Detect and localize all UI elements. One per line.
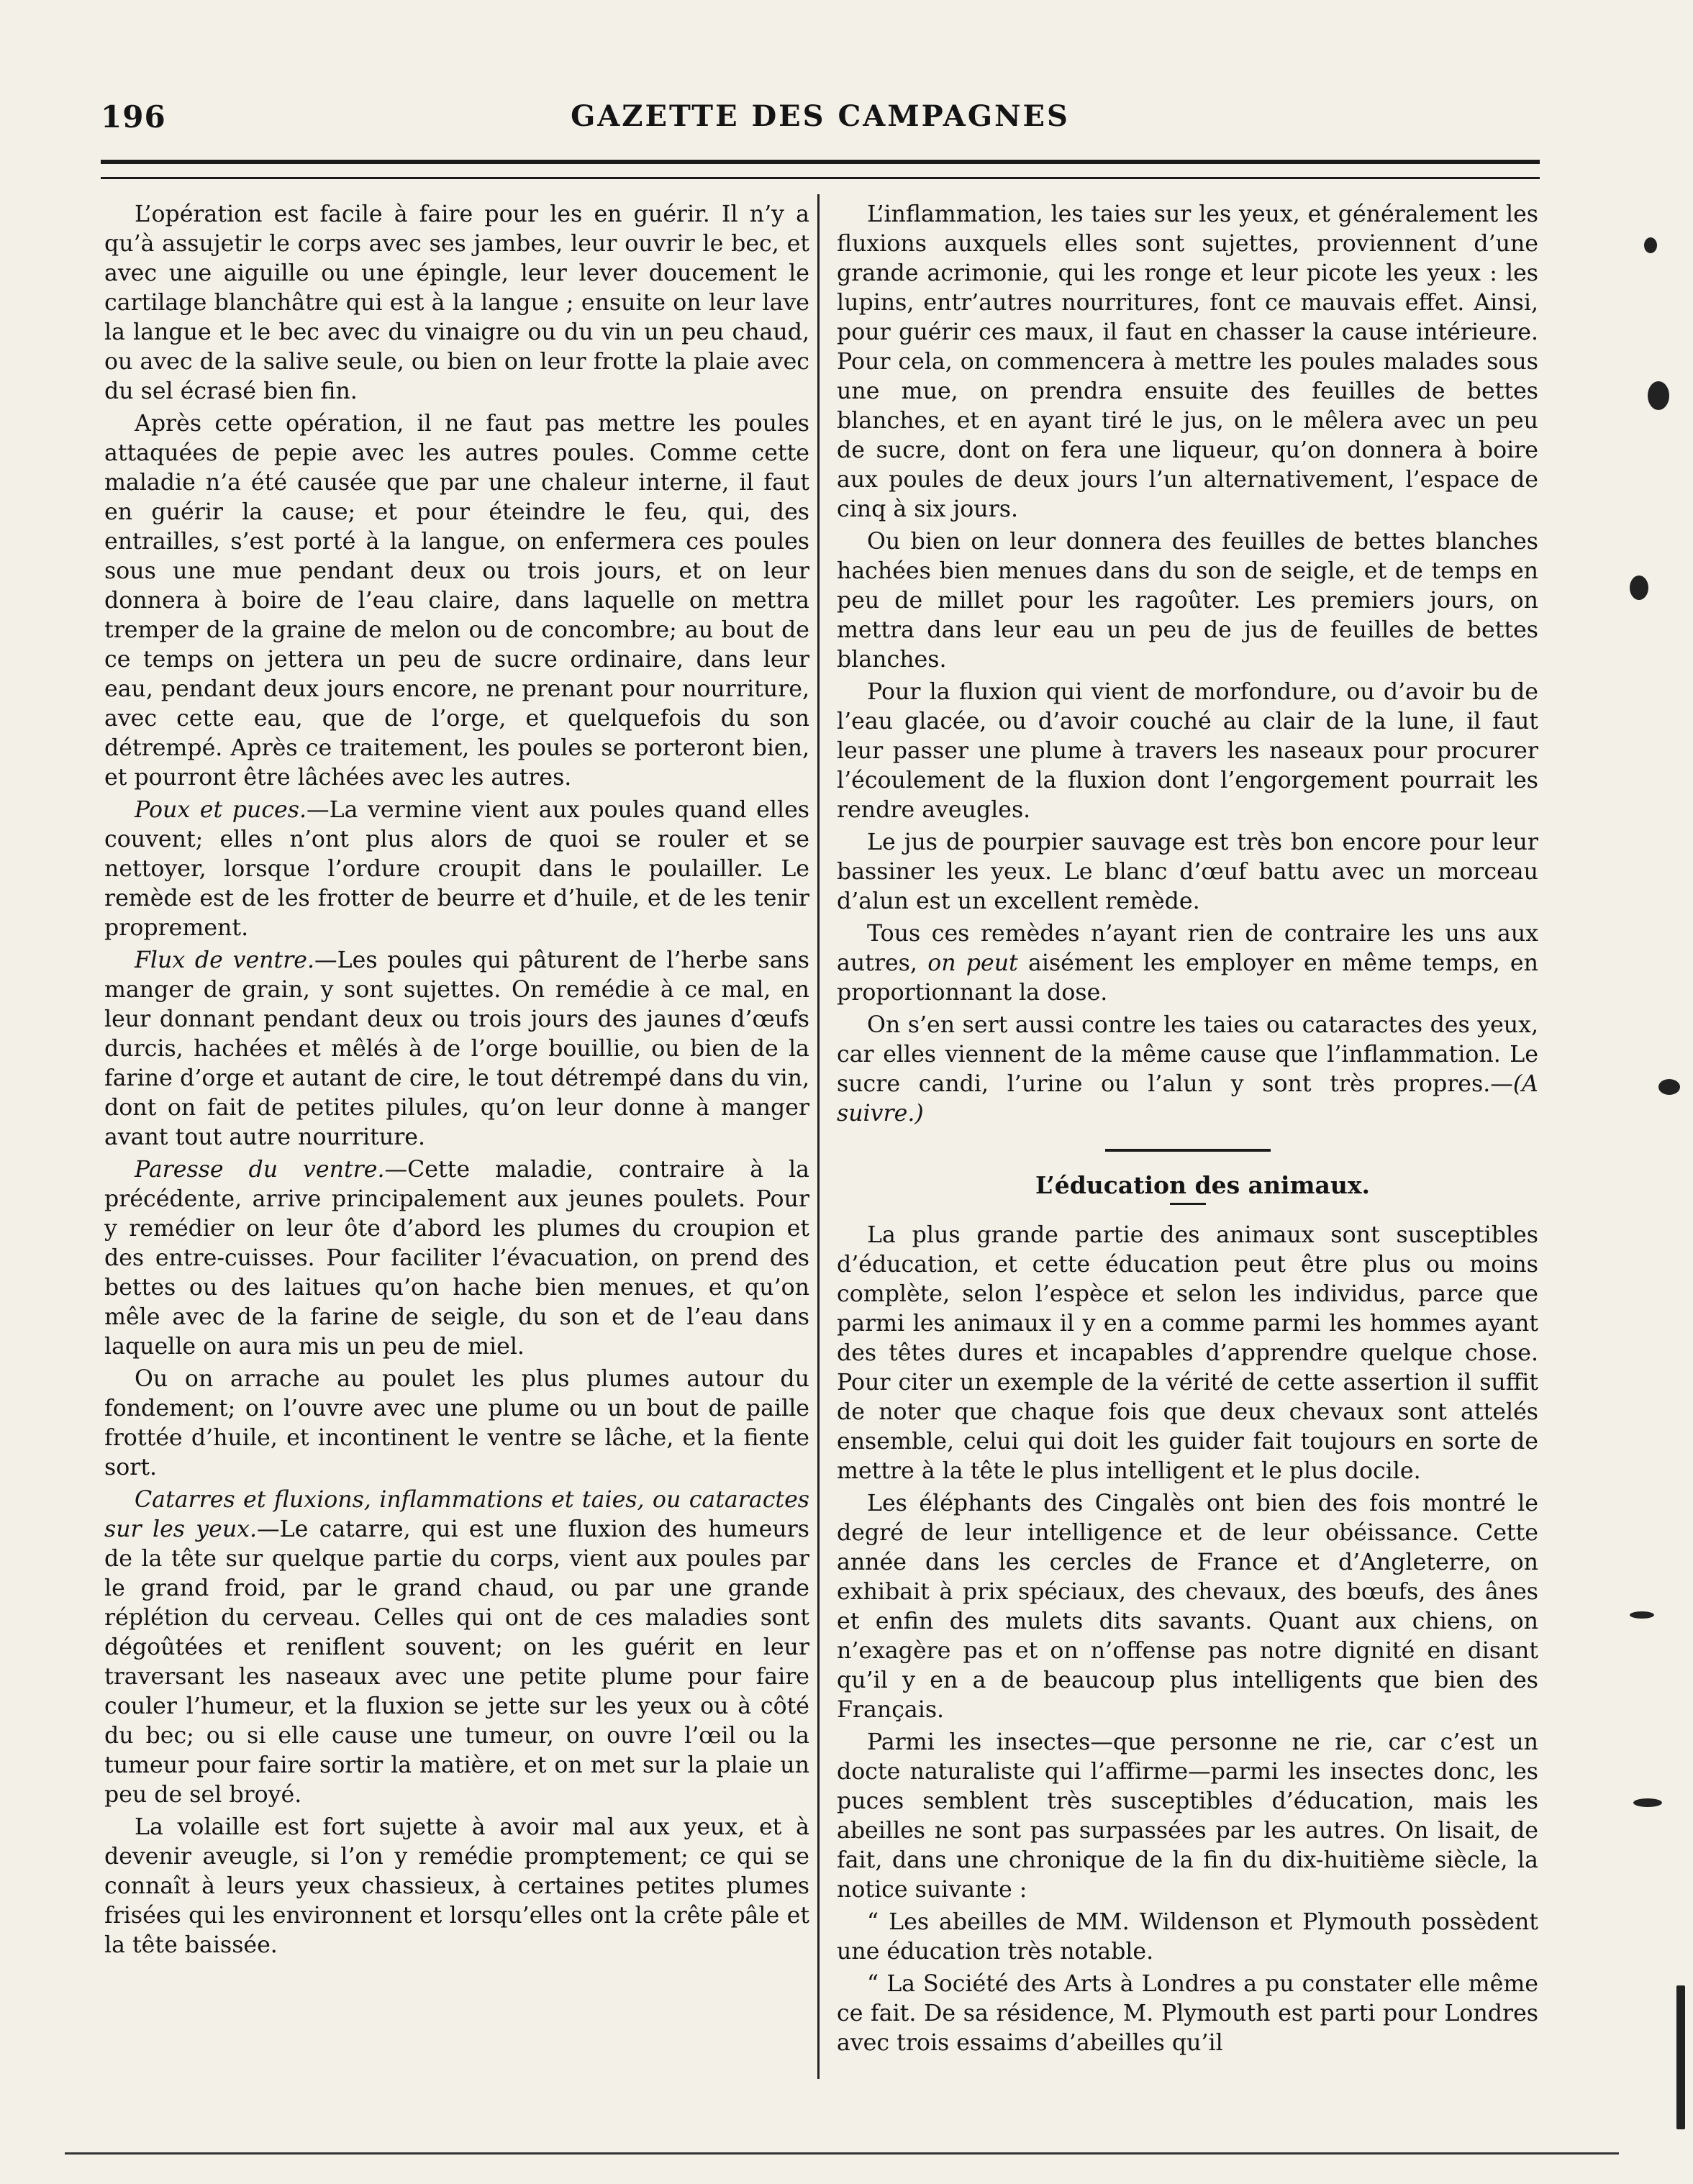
italic-run: on peut	[927, 950, 1018, 976]
rubric-title: Poux et puces.	[135, 797, 307, 823]
rubric-text: —La vermine vient aux poules quand elles couvent; elles n’ont plus alors de quoi se rouler et se nettoyer, lorsque l’ordure croupit dans le poulailler. Le remède est de les frotter de beurre et d’huile, et de les tenir proprement.	[104, 797, 809, 941]
paragraph: L’opération est facile à faire pour les en guérir. Il n’y a qu’à assujetir le corps avec ses jambes, leur ouvrir le bec, et avec une aiguille ou une épingle, leur lever doucement le cartilage blanchâtre qui est à la langue ; ensuite on leur lave la langue et le bec avec du vinaigre ou du vin un peu chaud, ou avec de la salive seule, ou bien on leur frotte la plaie avec du sel écrasé bien fin.	[104, 201, 809, 404]
paragraph	[104, 796, 809, 943]
column-separator	[817, 194, 820, 2079]
paragraph: “ La Société des Arts à Londres a pu constater elle même ce fait. De sa résidence, M. Plymouth est parti pour Londres avec trois essaims d’abeilles qu’il	[837, 1971, 1538, 2056]
paragraph	[837, 919, 1538, 1008]
paragraph: Le jus de pourpier sauvage est très bon encore pour leur bassiner les yeux. Le blanc d’œuf battu avec un morceau d’alun est un excellent remède.	[837, 829, 1538, 914]
paragraph: L’inflammation, les taies sur les yeux, et généralement les fluxions auxquels elles sont sujettes, proviennent d’une grande acrimonie, qui les ronge et leur picote les yeux : les lupins, entr’autres nourritures, font ce mauvais effet. Ainsi, pour guérir ces maux, il faut en chasser la cause intérieure. Pour cela, on commencera à mettre les poules malades sous une mue, on prendra ensuite des feuilles de bettes blanches, et en ayant tiré le jus, on le mêlera avec un peu de sucre, dont on fera une liqueur, qu’on donnera à boire aux poules de deux jours l’un alternativement, l’espace de cinq à six jours.	[837, 201, 1538, 522]
paragraph: Ou bien on leur donnera des feuilles de bettes blanches hachées bien menues dans du son de seigle, et de temps en peu de millet pour les ragoûter. Les premiers jours, on mettra dans leur eau un peu de jus de feuilles de bettes blanches.	[837, 529, 1538, 673]
text-run: On s’en sert aussi contre les taies ou cataractes des yeux, car elles viennent de la même cause que l’inflammation. Le sucre candi, l’urine ou l’alun y sont très propres.—	[837, 1012, 1538, 1097]
rubric-text: —Les poules qui pâturent de l’herbe sans manger de grain, y sont sujettes. On remédie à ce mal, en leur donnant pendant deux ou trois jours des jaunes d’œufs durcis, hachées et mêlés à de l’orge bouillie, ou bien de la farine d’orge et autant de cire, le tout détrempé dans du vin, dont on fait de petites pilules, qu’on leur donne à manger avant tout autre nourriture.	[104, 947, 809, 1150]
paragraph: Pour la fluxion qui vient de morfondure, ou d’avoir bu de l’eau glacée, ou d’avoir couché au clair de la lune, il faut leur passer une plume à travers les naseaux pour procurer l’écoulement de la fluxion dont l’engorgement pourrait les rendre aveugles.	[837, 679, 1538, 823]
paragraph: Parmi les insectes—que personne ne rie, car c’est un docte naturaliste qui l’affirme—parmi les insectes donc, les puces semblent très susceptibles d’éducation, mais les abeilles ne sont pas surpassées par les autres. On lisait, de fait, dans une chronique de la fin du dix-huitième siècle, la notice suivante :	[837, 1729, 1538, 1903]
paragraph	[837, 1011, 1538, 1129]
paragraph: “ Les abeilles de MM. Wildenson et Plymouth possèdent une éducation très notable.	[837, 1909, 1538, 1965]
paragraph	[104, 1155, 809, 1362]
paragraph	[104, 1485, 809, 1810]
rubric-title: Flux de ventre.	[135, 947, 315, 973]
left-column	[104, 200, 809, 2085]
paragraph: La plus grande partie des animaux sont susceptibles d’éducation, et cette éducation peut être plus ou moins complète, selon l’espèce et selon les individus, parce que parmi les animaux il y en a comme parmi les hommes ayant des têtes dures et incapables d’apprendre quelque chose. Pour citer un exemple de la vérité de cette assertion il suffit de noter que chaque fois que deux chevaux sont attelés ensemble, celui qui doit les guider fait toujours en sorte de mettre à la tête le plus intelligent et le plus docile.	[837, 1222, 1538, 1484]
section-title: L’éducation des animaux.	[1035, 1171, 1371, 1199]
text-run: aisément les employer en même temps, en proportionnant la dose.	[837, 950, 1538, 1006]
paragraph	[104, 946, 809, 1152]
rubric-title: Catarres et fluxions, inflammations et taies, ou cataractes sur les yeux.	[104, 1487, 809, 1542]
section-divider	[1105, 1149, 1271, 1152]
paragraph: Ou on arrache au poulet les plus plumes autour du fondement; on l’ouvre avec une plume ou un bout de paille frottée d’huile, et incontinent le ventre se lâche, et la fiente sort.	[104, 1366, 809, 1480]
right-column	[837, 200, 1538, 2085]
header-double-rule	[101, 160, 1540, 179]
section-title-underline	[1170, 1203, 1206, 1205]
text-run: Tous ces remèdes n’ayant rien de contraire les uns aux autres,	[837, 921, 1538, 976]
rubric-text: —Le catarre, qui est une fluxion des humeurs de la tête sur quelque partie du corps, vient aux poules par le grand froid, par le grand chaud, ou par une grande réplétion du cerveau. Celles qui ont de ces maladies sont dégoûtées et reniflent souvent; on les guérit en leur traversant les naseaux avec une petite plume pour faire couler l’humeur, et la fluxion se jette sur les yeux ou à côté du bec; ou si elle cause une tumeur, on ouvre l’œil ou la tumeur pour faire sortir la matière, et on met sur la plaie un peu de sel broyé.	[104, 1516, 809, 1808]
paragraph: Les éléphants des Cingalès ont bien des fois montré le degré de leur intelligence et de leur obéissance. Cette année dans les cercles de France et d’Angleterre, on exhibait à prix spéciaux, des chevaux, des bœufs, des ânes et enfin des mulets dits savants. Quant aux chiens, on n’exagère pas et on n’offense pas notre dignité en disant qu’il y en a de beaucoup plus intelligents que bien des Français.	[837, 1491, 1538, 1723]
paragraph: La volaille est fort sujette à avoir mal aux yeux, et à devenir aveugle, si l’on y remédie promptement; ce qui se connaît à leurs yeux chassieux, à certaines petites plumes frisées qui les environnent et lorsqu’elles ont la crête pâle et la tête baissée.	[104, 1814, 809, 1958]
footer-rule	[65, 2152, 1619, 2155]
paragraph: Après cette opération, il ne faut pas mettre les poules attaquées de pepie avec les autres poules. Comme cette maladie n’a été causée que par une chaleur interne, il faut en guérir la cause; et pour éteindre le feu, qui, des entrailles, s’est porté à la langue, on enfermera ces poules sous une mue pendant deux ou trois jours, et on leur donnera à boire de l’eau claire, dans laquelle on mettra tremper de la graine de melon ou de concombre; au bout de ce temps on jettera un peu de sucre ordinaire, dans leur eau, pendant deux jours encore, ne prenant pour nourriture, avec cette eau, que de l’orge, et quelquefois du son détrempé. Après ce traitement, les poules se porteront bien, et pourront être lâchées avec les autres.	[104, 411, 809, 791]
page-header	[101, 92, 1540, 142]
running-title: GAZETTE DES CAMPAGNES	[571, 99, 1070, 133]
rubric-text: —Cette maladie, contraire à la précédente, arrive principalement aux jeunes poulets. Pour y remédier on leur ôte d’abord les plumes du croupion et des entre-cuisses. Pour faciliter l’évacuation, on prend des bettes ou des laitues qu’on hache bien menues, et qu’on mêle avec de la farine de seigle, du son et de l’eau dans laquelle on aura mis un peu de miel.	[104, 1157, 809, 1360]
rubric-title: Paresse du ventre.	[135, 1157, 385, 1183]
to-be-continued: (A suivre.)	[837, 1071, 1538, 1127]
page-number: 196	[101, 99, 166, 135]
